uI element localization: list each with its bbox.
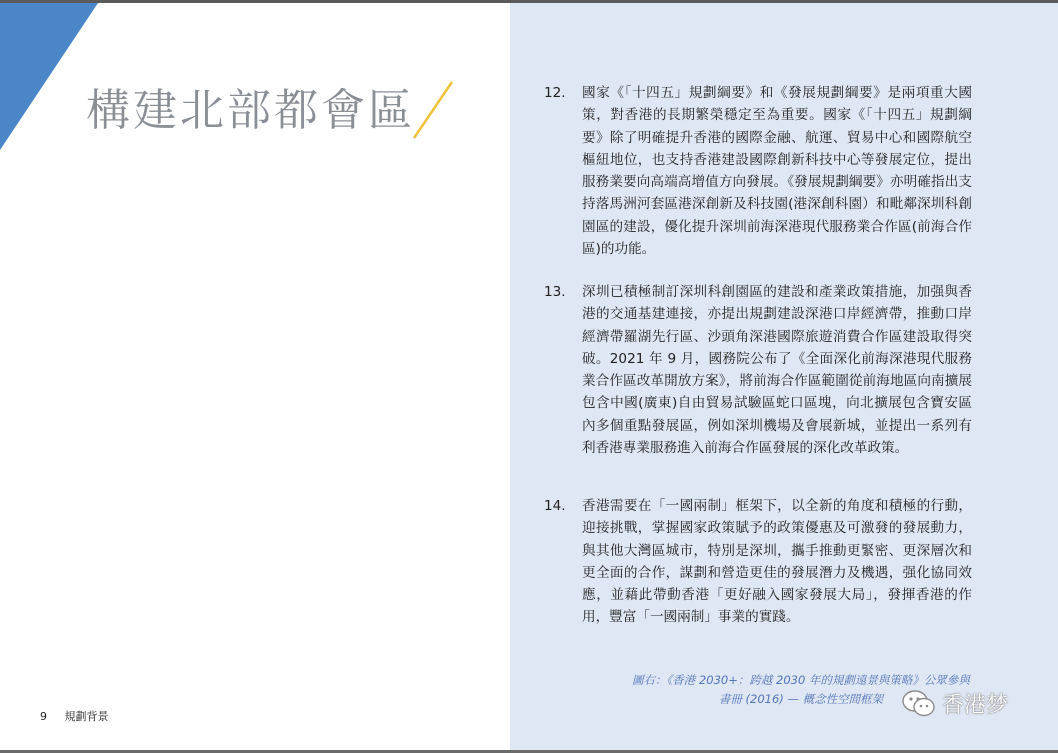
- paragraph-text: 深圳已積極制訂深圳科創園區的建設和產業政策措施，加强與香港的交通基建連接，亦提出規劃建設深港口岸經濟帶，推動口岸經濟帶羅湖先行區、沙頭角深港國際旅遊消費合作區建設取得突破。2021 年 9 月，國務院公布了《全面深化前海深港現代服務業合作區改革開放方案》，將前海合作區範圍從前海地區向南擴展包含中國(廣東)自由貿易試驗區蛇口區塊，向北擴展包含寶安區內多個重點發展區，例如深圳機場及會展新城，並提出一系列有利香港專業服務進入前海合作區發展的深化改革政策。: [582, 284, 972, 457]
- paragraph-number: 13.: [544, 284, 566, 300]
- paragraph-13: [544, 281, 972, 459]
- title-accent-slash: [410, 80, 456, 142]
- corner-triangle: [0, 3, 100, 153]
- page-title: 構建北部都會區: [86, 85, 415, 136]
- paragraph-number: 14.: [544, 498, 566, 514]
- caption-line-2: 書冊 (2016) — 概念性空間框架: [718, 692, 884, 706]
- caption-line-1: 圖右：《香港 2030+：跨越 2030 年的規劃遠景與策略》公眾參與: [632, 673, 970, 687]
- section-name: 規劃背景: [64, 710, 109, 723]
- paragraph-number: 12.: [544, 85, 566, 101]
- wechat-icon: [902, 689, 936, 719]
- page-footer: [40, 708, 109, 724]
- paragraph-12: [544, 82, 972, 260]
- paragraph-text: 國家《「十四五」規劃綱要》和《發展規劃綱要》是兩項重大國策，對香港的長期繁榮穩定至為重要。國家《「十四五」規劃綱要》除了明確提升香港的國際金融、航運、貿易中心和國際航空樞紐地位，也支持香港建設國際創新科技中心等發展定位，提出服務業要向高端高增值方向發展。《發展規劃綱要》亦明確指出支持落馬洲河套區港深創新及科技園(港深創科園）和毗鄰深圳科創園區的建設，優化提升深圳前海深港現代服務業合作區(前海合作區)的功能。: [582, 85, 972, 258]
- watermark: [902, 688, 1008, 719]
- paragraph-text: 香港需要在「一國兩制」框架下，以全新的角度和積極的行動，迎接挑戰，掌握國家政策賦予的政策優惠及可激發的發展動力，與其他大灣區城市，特別是深圳，攜手推動更緊密、更深層次和更全面的合作，謀劃和營造更佳的發展潛力及機遇，强化協同效應，並藉此帶動香港「更好融入國家發展大局」，發揮香港的作用，豐富「一國兩制」事業的實踐。: [582, 498, 972, 626]
- page-number: 9: [40, 710, 47, 723]
- watermark-text: 香港梦: [942, 693, 1009, 718]
- paragraph-14: [544, 495, 972, 629]
